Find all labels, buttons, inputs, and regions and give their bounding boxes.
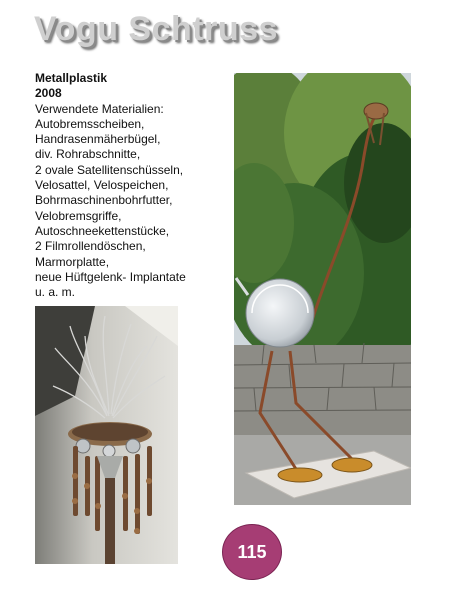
page-number: 115 <box>237 541 267 562</box>
material-item: Velobremsgriffe, <box>35 208 122 223</box>
sculpture-full-photo <box>234 73 411 505</box>
sculpture-detail-photo <box>35 306 178 564</box>
material-item: Autoschneekettenstücke, <box>35 223 170 238</box>
artwork-description <box>35 71 225 300</box>
artwork-year: 2008 <box>35 86 62 101</box>
material-item: neue Hüftgelenk- Implantate <box>35 269 186 284</box>
material-item: Bohrmaschinenbohrfutter, <box>35 193 173 208</box>
material-item: Velosattel, Velospeichen, <box>35 178 169 193</box>
material-item: u. a. m. <box>35 285 76 300</box>
page-title: Vogu Schtruss <box>34 10 278 48</box>
material-item: div. Rohrabschnitte, <box>35 147 141 162</box>
artwork-heading: Metallplastik <box>35 71 108 85</box>
material-item: Marmorplatte, <box>35 254 110 269</box>
material-item: 2 Filmrollendöschen, <box>35 239 146 254</box>
material-item: Autobremsscheiben, <box>35 116 145 131</box>
material-item: Handrasenmäherbügel, <box>35 132 161 147</box>
material-item: 2 ovale Satellitenschüsseln, <box>35 162 184 177</box>
materials-intro: Verwendete Materialien: <box>35 101 164 116</box>
page-number-badge <box>222 524 282 580</box>
